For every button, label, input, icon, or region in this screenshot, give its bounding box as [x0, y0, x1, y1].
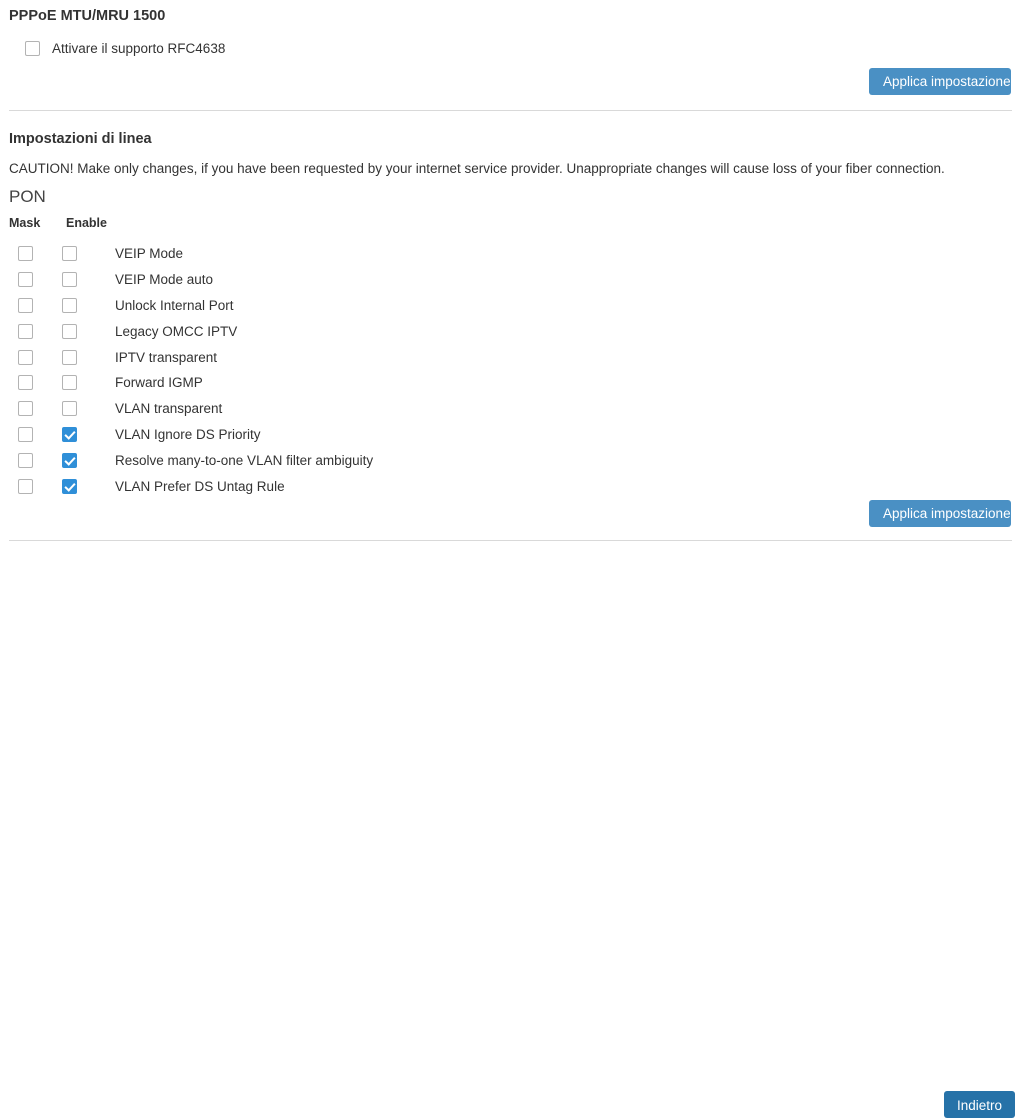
- option-label: Unlock Internal Port: [115, 297, 234, 313]
- page-footer: [0, 541, 1024, 1113]
- pon-options-list: [0, 241, 1024, 499]
- enable-checkbox[interactable]: [62, 453, 77, 468]
- mask-checkbox[interactable]: [18, 479, 33, 494]
- pon-group-title: PON: [9, 187, 46, 206]
- mask-checkbox[interactable]: [18, 427, 33, 442]
- table-row: [0, 344, 1024, 370]
- option-label: VLAN Ignore DS Priority: [115, 426, 261, 442]
- rfc4638-option-row: [25, 41, 225, 56]
- enable-checkbox[interactable]: [62, 401, 77, 416]
- column-header-enable: Enable: [66, 216, 107, 230]
- mask-checkbox[interactable]: [18, 246, 33, 261]
- enable-checkbox[interactable]: [62, 350, 77, 365]
- apply-settings-button-bottom[interactable]: Applica impostazione: [869, 500, 1011, 527]
- mask-checkbox[interactable]: [18, 401, 33, 416]
- table-row: [0, 370, 1024, 396]
- mask-checkbox[interactable]: [18, 375, 33, 390]
- table-row: [0, 473, 1024, 499]
- enable-checkbox[interactable]: [62, 272, 77, 287]
- section-divider-top: [9, 110, 1012, 111]
- table-row: [0, 293, 1024, 319]
- option-label: VLAN transparent: [115, 401, 223, 417]
- table-row: [0, 422, 1024, 448]
- table-row: [0, 396, 1024, 422]
- pppoe-section-title: PPPoE MTU/MRU 1500: [9, 8, 166, 24]
- option-label: VLAN Prefer DS Untag Rule: [115, 478, 285, 494]
- table-row: [0, 267, 1024, 293]
- table-row: [0, 318, 1024, 344]
- mask-checkbox[interactable]: [18, 272, 33, 287]
- back-button[interactable]: Indietro: [944, 1091, 1015, 1118]
- rfc4638-checkbox[interactable]: [25, 41, 40, 56]
- enable-checkbox[interactable]: [62, 246, 77, 261]
- option-label: VEIP Mode auto: [115, 272, 214, 288]
- line-settings-title: Impostazioni di linea: [9, 131, 152, 147]
- apply-settings-button-top[interactable]: Applica impostazione: [869, 68, 1011, 95]
- enable-checkbox[interactable]: [62, 427, 77, 442]
- table-row: [0, 241, 1024, 267]
- enable-checkbox[interactable]: [62, 375, 77, 390]
- caution-text: CAUTION! Make only changes, if you have been requested by your internet service provider. Unappropriate changes will cause loss of your fiber connection.: [9, 161, 945, 176]
- enable-checkbox[interactable]: [62, 479, 77, 494]
- rfc4638-label: Attivare il supporto RFC4638: [52, 41, 226, 56]
- column-header-mask: Mask: [9, 216, 41, 230]
- mask-checkbox[interactable]: [18, 298, 33, 313]
- option-label: VEIP Mode: [115, 246, 184, 262]
- option-label: Resolve many-to-one VLAN filter ambiguity: [115, 452, 374, 468]
- mask-checkbox[interactable]: [18, 453, 33, 468]
- enable-checkbox[interactable]: [62, 298, 77, 313]
- mask-checkbox[interactable]: [18, 350, 33, 365]
- mask-checkbox[interactable]: [18, 324, 33, 339]
- table-row: [0, 447, 1024, 473]
- option-label: IPTV transparent: [115, 349, 218, 365]
- option-label: Forward IGMP: [115, 375, 203, 391]
- enable-checkbox[interactable]: [62, 324, 77, 339]
- option-label: Legacy OMCC IPTV: [115, 323, 238, 339]
